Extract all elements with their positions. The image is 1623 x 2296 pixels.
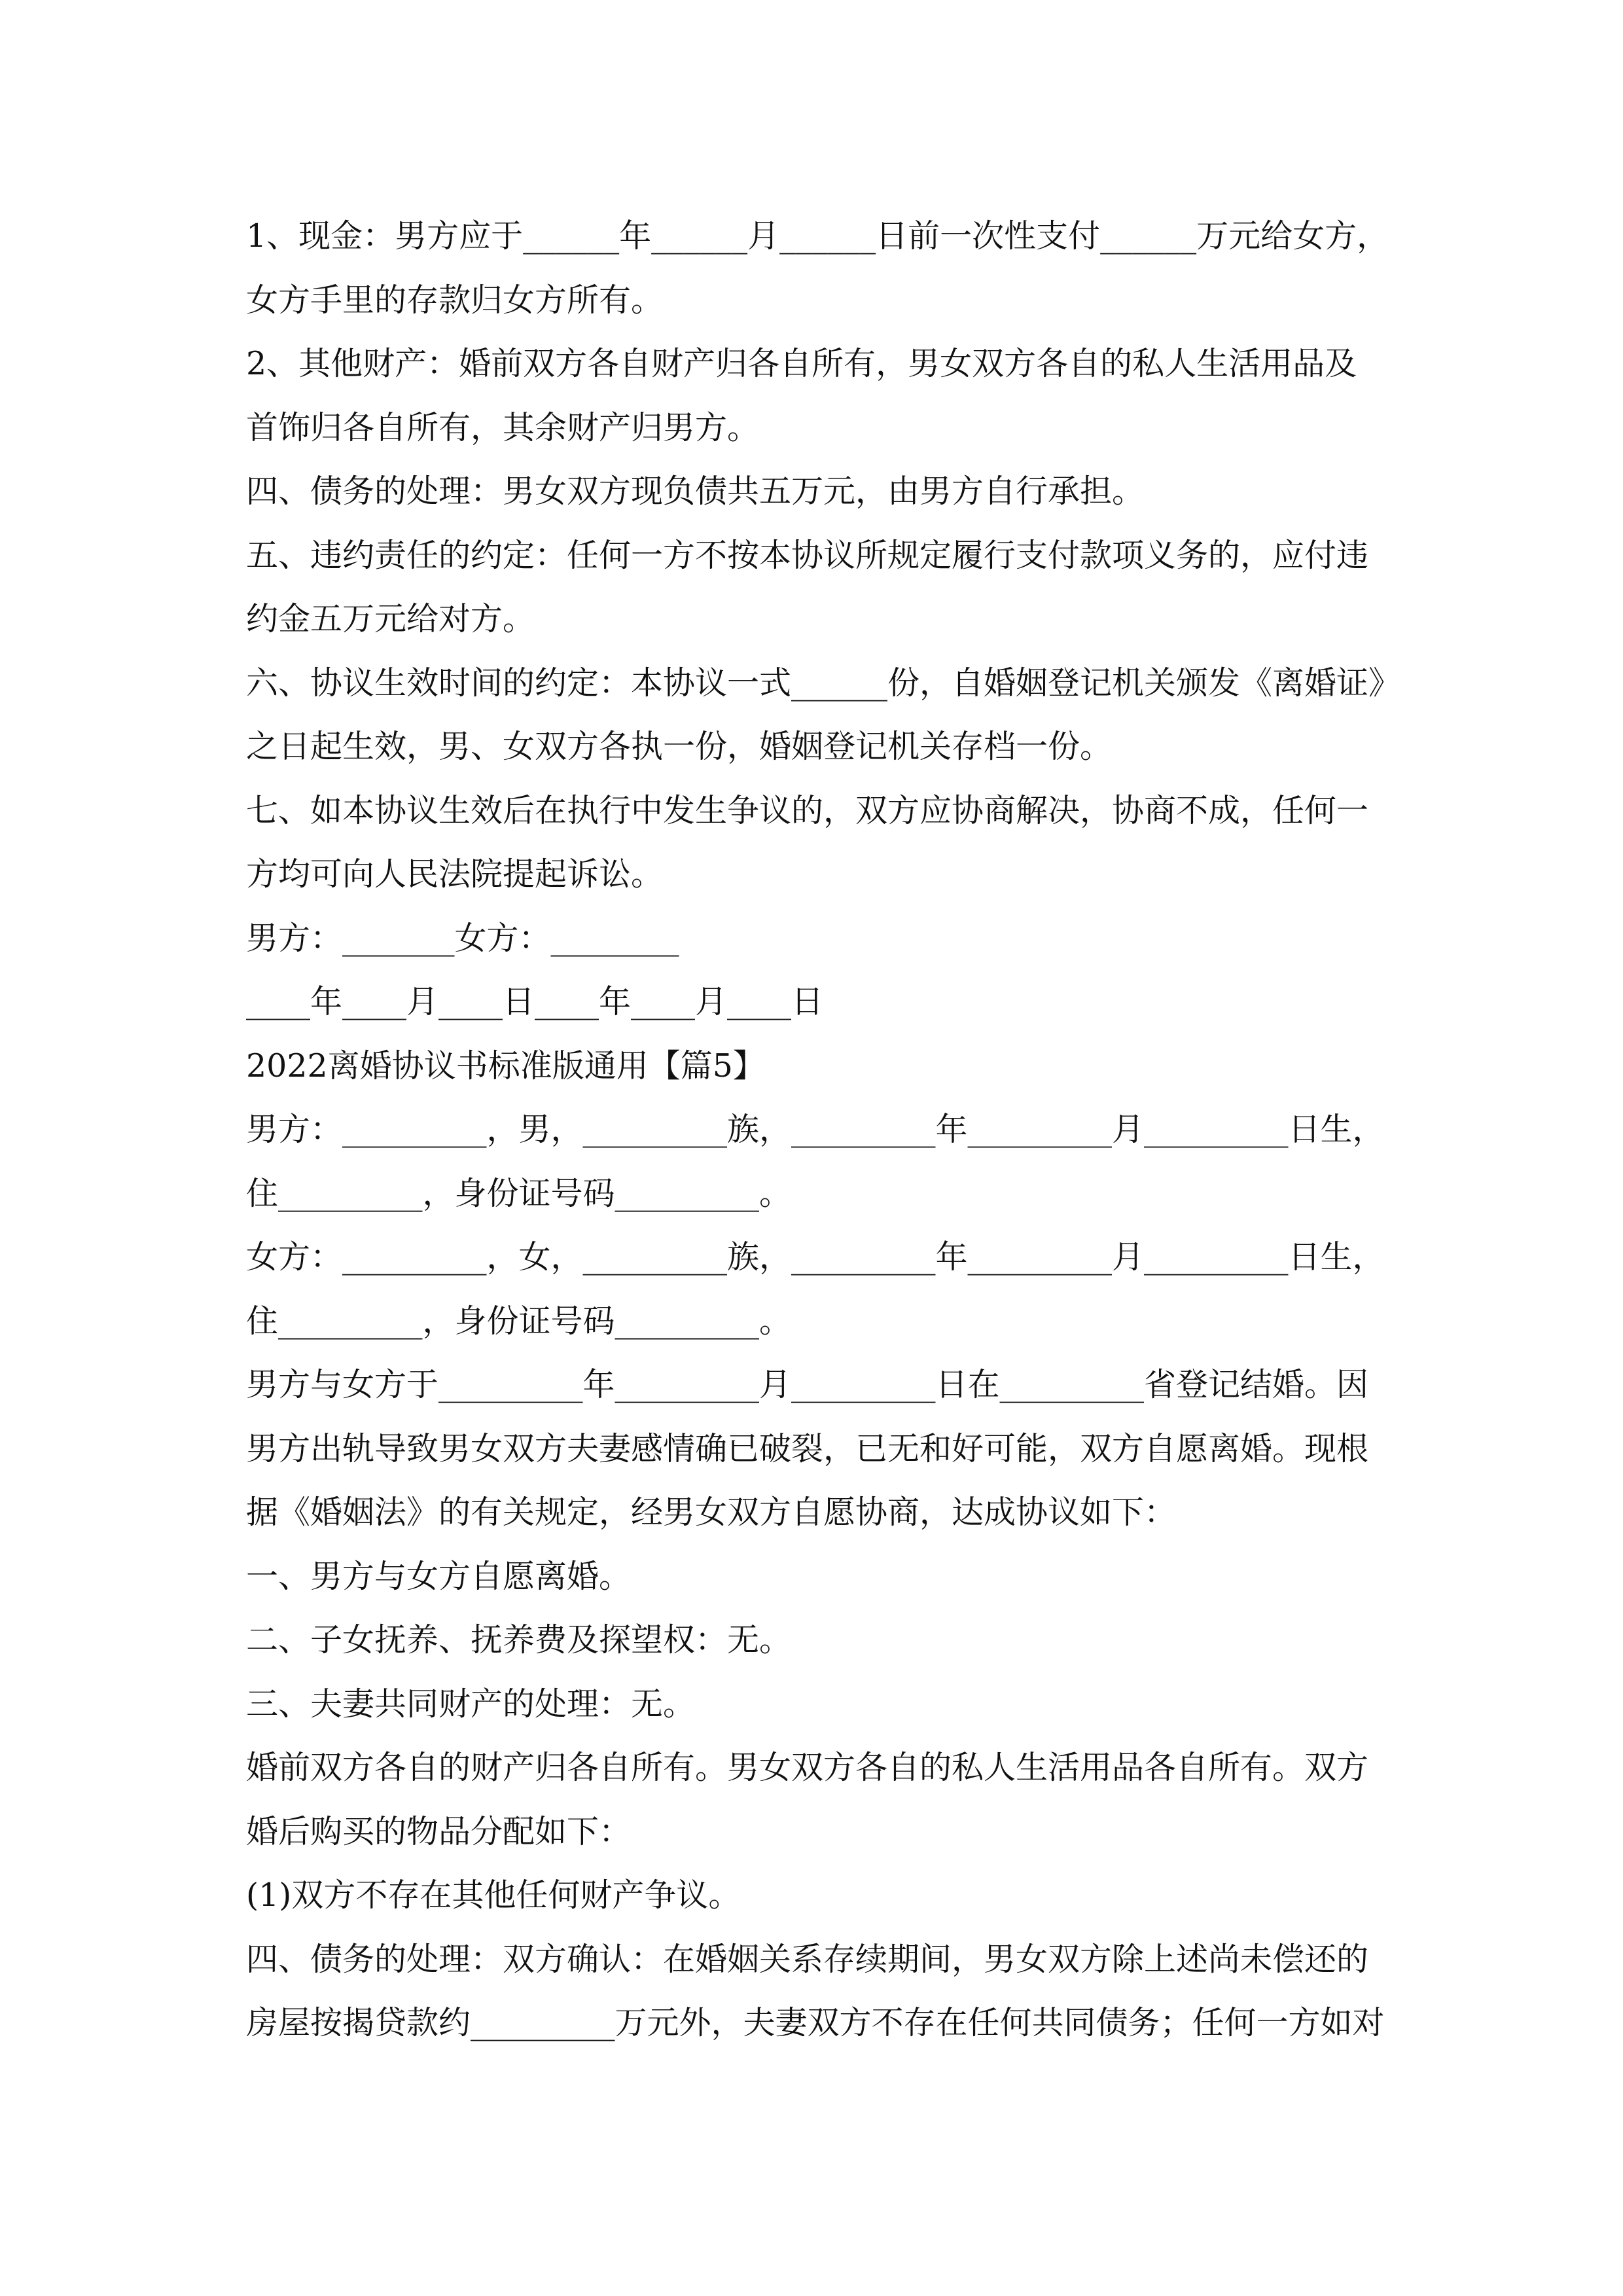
date-line: ____年____月____日____年____月____日 [246, 983, 823, 1020]
signature-line: 男方：_______女方：________ [246, 919, 679, 957]
section-title: 2022离婚协议书标准版通用【篇5】 [246, 1047, 765, 1085]
text-line: 1、现金：男方应于______年______月______日前一次性支付______万元给女方， [246, 217, 1389, 255]
text-line: 四、债务的处理：男女双方现负债共五万元，由男方自行承担。 [246, 473, 1145, 510]
text-line: 婚前双方各自的财产归各自所有。男女双方各自的私人生活用品各自所有。双方 [246, 1749, 1369, 1786]
text-line: 五、违约责任的约定：任何一方不按本协议所规定履行支付款项义务的，应付违 [246, 536, 1369, 574]
text-line: 六、协议生效时间的约定：本协议一式______份，自婚姻登记机关颁发《离婚证》 [246, 664, 1401, 702]
text-line: 之日起生效，男、女双方各执一份，婚姻登记机关存档一份。 [246, 728, 1113, 765]
text-line: 男方：_________，男，_________族，_________年_________月_________日生， [246, 1111, 1385, 1148]
text-line: (1)双方不存在其他任何财产争议。 [246, 1876, 741, 1914]
text-line: 三、夫妻共同财产的处理：无。 [246, 1685, 696, 1723]
text-line: 住_________，身份证号码_________。 [246, 1302, 792, 1340]
text-line: 婚后购买的物品分配如下： [246, 1812, 632, 1850]
text-line: 一、男方与女方自愿离婚。 [246, 1557, 632, 1595]
text-line: 方均可向人民法院提起诉讼。 [246, 855, 664, 893]
text-line: 女方：_________，女，_________族，_________年_________月_________日生， [246, 1238, 1385, 1276]
text-line: 四、债务的处理：双方确认：在婚姻关系存续期间，男女双方除上述尚未偿还的 [246, 1940, 1369, 1978]
text-line: 二、子女抚养、抚养费及探望权：无。 [246, 1621, 792, 1659]
text-line: 约金五万元给对方。 [246, 600, 535, 637]
text-line: 七、如本协议生效后在执行中发生争议的，双方应协商解决，协商不成，任何一 [246, 791, 1369, 829]
document-page [246, 204, 1401, 2055]
text-line: 住_________，身份证号码_________。 [246, 1174, 792, 1212]
text-line: 据《婚姻法》的有关规定，经男女双方自愿协商，达成协议如下： [246, 1494, 1177, 1531]
text-line: 男方出轨导致男女双方夫妻感情确已破裂，已无和好可能，双方自愿离婚。现根 [246, 1429, 1369, 1467]
text-line: 首饰归各自所有，其余财产归男方。 [246, 408, 760, 446]
text-line: 男方与女方于_________年_________月_________日在_________省登记结婚。因 [246, 1366, 1369, 1403]
text-line: 女方手里的存款归女方所有。 [246, 281, 664, 319]
text-line: 2、其他财产：婚前双方各自财产归各自所有，男女双方各自的私人生活用品及 [246, 345, 1357, 382]
text-line: 房屋按揭贷款约_________万元外，夫妻双方不存在任何共同债务；任何一方如对 [246, 2004, 1385, 2041]
